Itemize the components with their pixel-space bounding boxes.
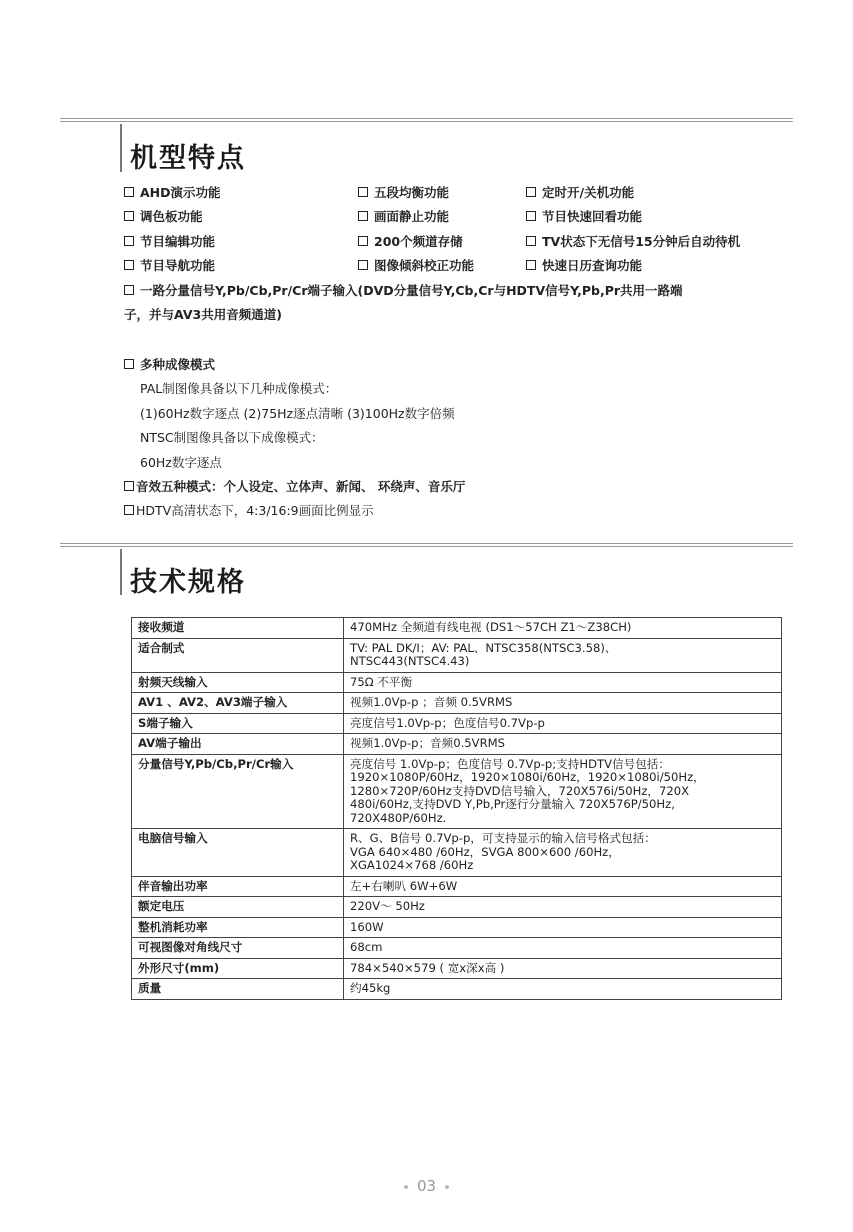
table-row [132,897,782,918]
table-row [132,829,782,877]
spec-value: 160W [344,917,782,938]
spec-value: R、G、B信号 0.7Vp-p，可支持显示的输入信号格式包括： VGA 640×480 /60Hz，SVGA 800×600 /60Hz， XGA1024×768 /60Hz [344,829,782,877]
feature-item: 节目导航功能 [124,256,215,274]
table-row [132,938,782,959]
table-row [132,754,782,829]
table-row [132,958,782,979]
sound-modes-line: 音效五种模式：个人设定、立体声、新闻、 环绕声、音乐厅 [124,477,465,495]
table-row [132,876,782,897]
spec-key: 可视图像对角线尺寸 [132,938,344,959]
spec-value: 220V～ 50Hz [344,897,782,918]
ntsc-mode: 60Hz数字逐点 [140,455,222,470]
feature-item: 200个频道存储 [358,232,463,250]
table-row [132,979,782,1000]
component-feature-line2: 子，并与AV3共用音频通道) [124,307,282,322]
table-row [132,917,782,938]
spec-key: 质量 [132,979,344,1000]
spec-key: 适合制式 [132,638,344,672]
ntsc-modes-intro: NTSC制图像具备以下成像模式： [140,430,324,445]
section-vbar [120,549,122,595]
spec-key: AV1 、AV2、AV3端子输入 [132,693,344,714]
spec-value: 约45kg [344,979,782,1000]
feature-item: 节目快速回看功能 [526,207,642,225]
feature-item: 图像倾斜校正功能 [358,256,474,274]
section-title-specs: 技术规格 [130,567,246,598]
pal-modes-intro: PAL制图像具备以下几种成像模式： [140,381,338,396]
feature-item: 节目编辑功能 [124,232,215,250]
spec-value: 470MHz 全频道有线电视 (DS1～57CH Z1～Z38CH) [344,618,782,639]
spec-key: AV端子输出 [132,734,344,755]
spec-key: 外形尺寸(mm) [132,958,344,979]
feature-item: TV状态下无信号15分钟后自动待机 [526,232,740,250]
page-number: 03 [0,1177,853,1195]
table-row [132,638,782,672]
imaging-modes-title: 多种成像模式 [124,355,215,373]
feature-item: 快速日历查询功能 [526,256,642,274]
spec-value: 视频1.0Vp-p ；音频 0.5VRMS [344,693,782,714]
spec-key: S端子输入 [132,713,344,734]
feature-item: 定时开/关机功能 [526,183,634,201]
section-vbar [120,124,122,172]
spec-value: 亮度信号 1.0Vp-p；色度信号 0.7Vp-p;支持HDTV信号包括： 1920×1080P/60Hz，1920×1080i/60Hz，1920×1080i/50Hz， 1280×720P/60Hz支持DVD信号输入，720X576i/50Hz，720X 480i/60Hz,支持DVD Y,Pb,Pr逐行分量输入 720X576P/50Hz, 720X480P/60Hz. [344,754,782,829]
spec-key: 整机消耗功率 [132,917,344,938]
spec-key: 接收频道 [132,618,344,639]
feature-item: 五段均衡功能 [358,183,449,201]
table-row [132,693,782,714]
spec-key: 电脑信号输入 [132,829,344,877]
spec-value: 视频1.0Vp-p；音频0.5VRMS [344,734,782,755]
feature-item: 画面静止功能 [358,207,449,225]
section-rule-specs [60,543,793,547]
feature-item: 调色板功能 [124,207,203,225]
spec-value: 784×540×579 ( 宽x深x高 ) [344,958,782,979]
spec-value: 亮度信号1.0Vp-p；色度信号0.7Vp-p [344,713,782,734]
table-row [132,618,782,639]
section-rule-top [60,118,793,122]
spec-key: 射频天线输入 [132,672,344,693]
table-row [132,713,782,734]
feature-item: AHD演示功能 [124,183,221,201]
spec-value: 68cm [344,938,782,959]
spec-key: 额定电压 [132,897,344,918]
spec-value: 左+右喇叭 6W+6W [344,876,782,897]
section-title-features: 机型特点 [130,143,246,174]
spec-table [131,617,782,1000]
spec-key: 分量信号Y,Pb/Cb,Pr/Cr输入 [132,754,344,829]
component-feature-line1: 一路分量信号Y,Pb/Cb,Pr/Cr端子输入(DVD分量信号Y,Cb,Cr与HDTV信号Y,Pb,Pr共用一路端 [124,281,683,299]
spec-value: 75Ω 不平衡 [344,672,782,693]
spec-key: 伴音输出功率 [132,876,344,897]
pal-modes-list: (1)60Hz数字逐点 (2)75Hz逐点清晰 (3)100Hz数字倍频 [140,406,455,421]
hdtv-aspect-line: HDTV高清状态下，4:3/16:9画面比例显示 [124,501,374,519]
table-row [132,672,782,693]
table-row [132,734,782,755]
spec-value: TV: PAL DK/I；AV: PAL、NTSC358(NTSC3.58)、 NTSC443(NTSC4.43) [344,638,782,672]
